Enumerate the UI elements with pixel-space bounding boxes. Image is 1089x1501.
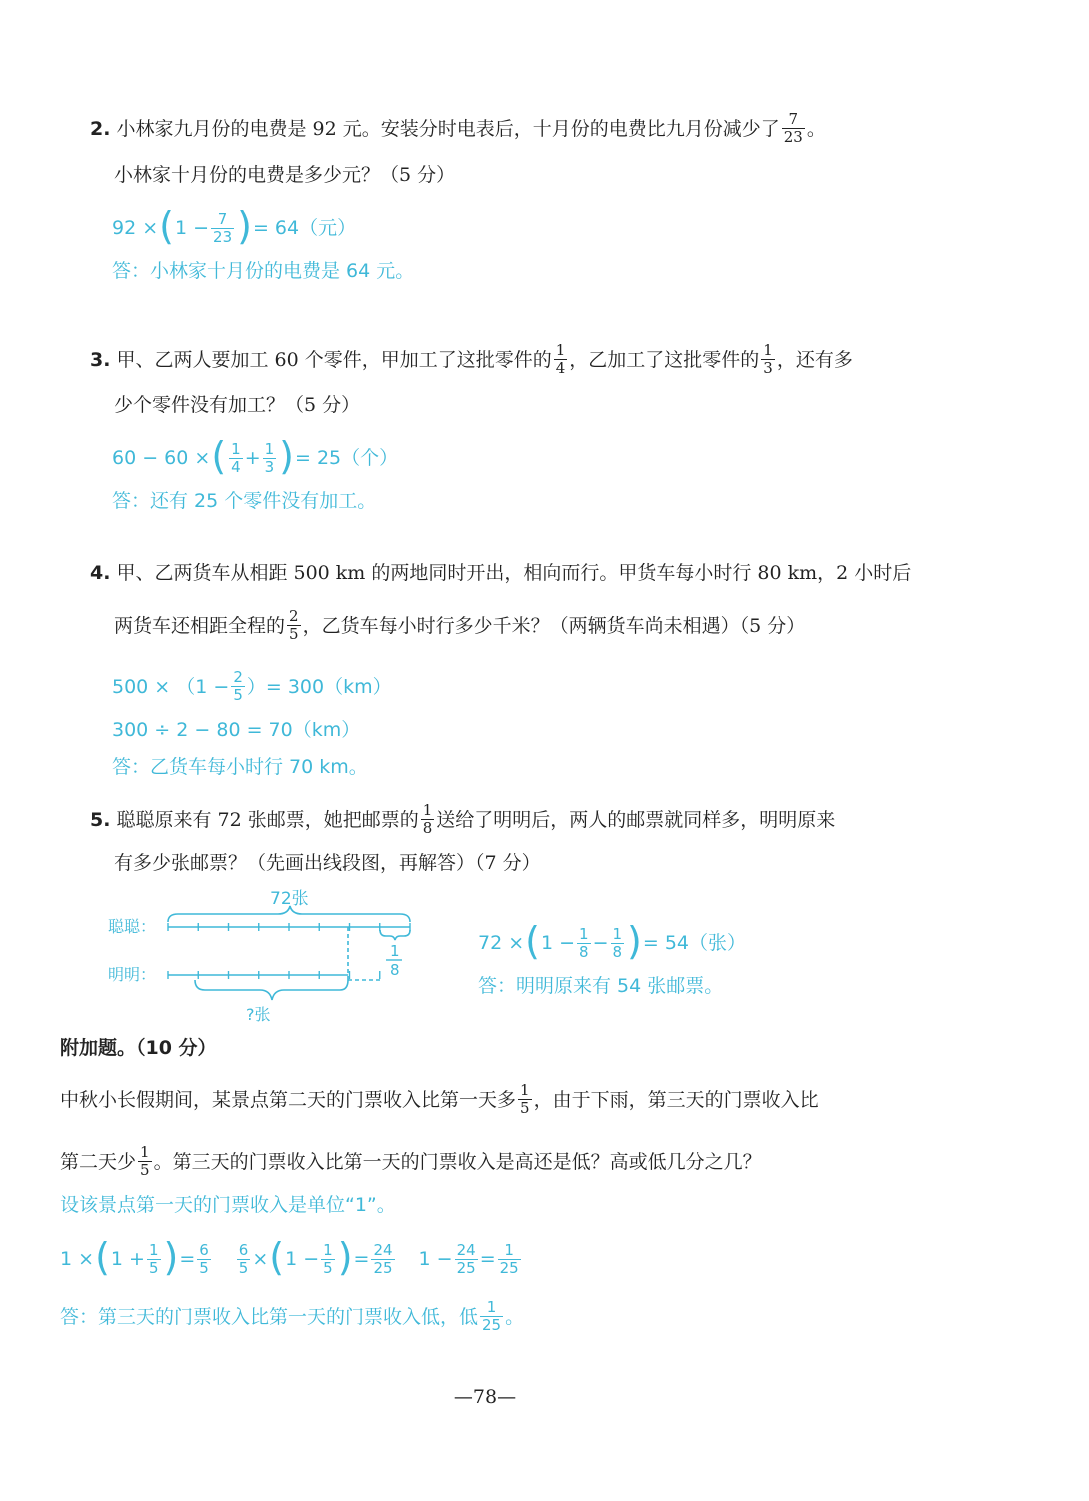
q5-number: 5. [90,808,111,831]
page-number: —78— [453,1386,517,1408]
q2-number: 2. [90,117,111,140]
q5-answer: 答：明明原来有 54 张邮票。 [478,975,724,997]
q4-line1: 4. 甲、乙两货车从相距 500 km 的两地同时开出，相向而行。甲货车每小时行 80 km，2 小时后 [90,562,912,584]
extra-setup: 设该景点第一天的门票收入是单位“1”。 [60,1194,396,1216]
extra-line2: 第二天少 $\frac{1}{5}$ 。第三天的门票收入比第一天的门票收入是高还是低？高或低几分之几？ [60,1143,762,1179]
q2-line1: 2. 小林家九月份的电费是 92 元。安装分时电表后，十月份的电费比九月份减少了 $\frac{7}{23}$ 。 [90,110,826,146]
q4-calculation-1: 500 × （1 − $\frac{2}{5}$ ）= 300（km） [112,668,392,704]
extra-line1: 中秋小长假期间，某景点第二天的门票收入比第一天多 $\frac{1}{5}$ ，由于下雨，第三天的门票收入比 [60,1081,819,1117]
q5-diagram-frac-n: 1 [390,942,400,960]
q5-diagram-bottom-label: ?张 [246,1005,271,1024]
q5-diagram-frac-d: 8 [390,961,400,979]
q3-number: 3. [90,348,111,371]
q5-diagram-top-label: 72张 [270,889,309,909]
q5-diagram-row2-label: 明明： [108,965,157,984]
q5-line2: 有多少张邮票？（先画出线段图，再解答）（7 分） [114,852,541,874]
extra-calculations: 1 × ( 1 + $\frac{1}{5}$ ) = $\frac{6}{5}$ $\frac{6}{5}$ × ( 1 − $\frac{1}{5}$ ) = $\frac{24}{25}$ 1 − $\frac{24}{25}$ = $\frac{1}{25}$ [60,1235,519,1279]
q2-calculation: 92 × ( 1 − $\frac{7}{23}$ ) = 64（元） [112,204,357,248]
q2-fraction: $\frac{7}{23}$ [783,110,803,146]
q5-line1: 5. 聪聪原来有 72 张邮票，她把邮票的 $\frac{1}{8}$ 送给了明明后，两人的邮票就同样多，明明原来 [90,801,836,837]
q3-line1: 3. 甲、乙两人要加工 60 个零件，甲加工了这批零件的 $\frac{1}{4}$ ，乙加工了这批零件的 $\frac{1}{3}$ ，还有多 [90,341,853,377]
q2-text: 小林家九月份的电费是 92 元。安装分时电表后，十月份的电费比九月份减少了 [116,117,780,140]
q5-calculation: 72 × ( 1 − $\frac{1}{8}$ − $\frac{1}{8}$ ) = 54（张） [478,919,747,963]
q3-answer: 答：还有 25 个零件没有加工。 [112,490,377,512]
extra-title: 附加题。（10 分） [60,1037,217,1059]
q5-diagram-row1-label: 聪聪： [108,917,157,936]
q4-line2: 两货车还相距全程的 $\frac{2}{5}$ ，乙货车每小时行多少千米？（两辆货车尚未相遇）（5 分） [114,607,806,643]
q2-answer: 答：小林家十月份的电费是 64 元。 [112,260,415,282]
q4-calculation-2: 300 ÷ 2 − 80 = 70（km） [112,719,361,741]
extra-answer: 答：第三天的门票收入比第一天的门票收入低，低 $\frac{1}{25}$ 。 [60,1298,525,1334]
q3-calculation: 60 − 60 × ( $\frac{1}{4}$ + $\frac{1}{3}$ ) = 25（个） [112,434,399,478]
q2-line2: 小林家十月份的电费是多少元？（5 分） [114,164,456,186]
q5-segment-diagram [100,880,440,1030]
q4-answer: 答：乙货车每小时行 70 km。 [112,756,368,778]
q4-number: 4. [90,562,111,584]
q3-line2: 少个零件没有加工？（5 分） [114,394,361,416]
